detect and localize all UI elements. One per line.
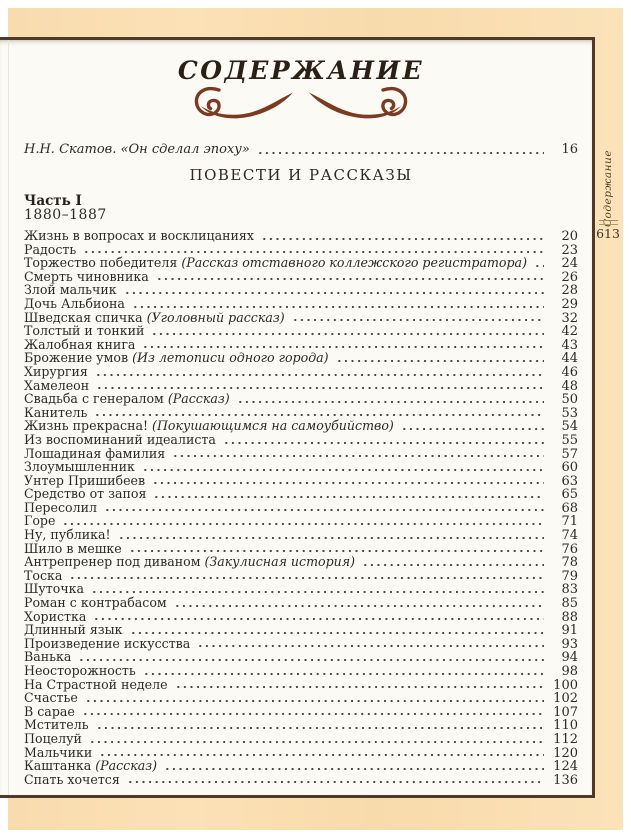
entry-title: Мальчики	[24, 744, 93, 760]
entry-title: Средство от запоя	[24, 486, 147, 502]
page-left-edge	[8, 40, 9, 795]
dot-leader	[127, 773, 544, 785]
toc-entry-row	[24, 229, 578, 243]
toc-entry-row	[24, 705, 578, 719]
dot-leader	[153, 488, 544, 500]
entry-page-number: 136	[553, 772, 578, 788]
dot-leader	[336, 352, 544, 364]
dot-leader	[401, 420, 544, 432]
entry-subtitle: (Из летописи одного города)	[132, 350, 329, 366]
entry-title: Счастье	[24, 690, 78, 706]
dot-leader	[78, 651, 544, 663]
toc-entry-row	[24, 637, 578, 651]
entry-title: Хористка	[24, 608, 87, 624]
toc-entry-row	[24, 392, 578, 406]
entry-title: Неосторожность	[24, 663, 136, 678]
dot-leader	[91, 583, 544, 595]
entry-page-number: 100	[553, 677, 578, 693]
dot-leader	[96, 719, 544, 731]
dot-leader	[197, 637, 544, 649]
dot-leader	[142, 461, 544, 473]
toc-entry-row	[24, 351, 578, 365]
entry-title: Унтер Пришибеев	[24, 472, 146, 488]
entry-title: Канитель	[24, 404, 88, 420]
entry-title: Длинный язык	[24, 622, 123, 638]
toc-entry-row	[24, 324, 578, 338]
entry-page-number: 48	[561, 378, 578, 394]
dot-leader	[95, 366, 544, 378]
entry-page-number: 24	[561, 256, 578, 272]
toc-entry-row	[24, 256, 578, 270]
margin-vertical-label: Содержание	[602, 149, 614, 227]
section-heading: ПОВЕСТИ И РАССКАЗЫ	[189, 166, 413, 184]
dot-leader	[292, 311, 544, 323]
toc-entry-row	[24, 501, 578, 515]
toc-entry-row	[24, 433, 578, 447]
dot-leader	[174, 597, 544, 609]
toc-entry-row	[24, 746, 578, 760]
entry-page-number: 54	[561, 419, 578, 435]
entry-title: Толстый и тонкий	[24, 323, 145, 339]
entry-page-number: 102	[553, 691, 578, 707]
contents-page	[0, 37, 595, 798]
entry-title: Злой мальчик	[24, 282, 117, 298]
entry-title: Торжество победителя	[24, 255, 178, 271]
entry-title: Горе	[24, 513, 56, 529]
toc-entry-row	[24, 365, 578, 379]
entry-title: В сарае	[24, 703, 75, 719]
entry-title: Дочь Альбиона	[24, 295, 125, 311]
entry-page-number: 46	[561, 364, 578, 380]
dot-leader	[118, 529, 544, 541]
toc-entry-row	[24, 243, 578, 257]
margin-page-number: 613	[596, 226, 620, 241]
toc-entry-row	[24, 773, 578, 787]
entry-page-number: 120	[553, 745, 578, 761]
dot-leader	[130, 624, 544, 636]
entry-page-number: 94	[561, 650, 578, 666]
entry-title: Пересолил	[24, 499, 97, 515]
entry-page-number: 20	[561, 229, 578, 244]
dot-leader	[129, 542, 544, 554]
entry-title: Антрепренер под диваном	[24, 554, 201, 570]
dot-leader	[362, 556, 544, 568]
entry-title: Жалобная книга	[24, 336, 136, 352]
intro-entry-page-number: 16	[561, 142, 578, 157]
entry-subtitle: (Рассказ отставного коллежского регистратора)	[181, 255, 527, 271]
entry-page-number: 88	[561, 609, 578, 625]
dot-leader	[85, 692, 544, 704]
dot-leader	[151, 325, 544, 337]
entry-page-number: 65	[561, 487, 578, 503]
entry-title: Жизнь в вопросах и восклицаниях	[24, 228, 254, 243]
dot-leader	[534, 257, 544, 269]
toc-entry-row	[24, 732, 578, 746]
toc-entry-row	[24, 596, 578, 610]
toc-entry-row	[24, 379, 578, 393]
entry-title: Брожение умов	[24, 350, 129, 366]
part-years: 1880–1887	[24, 207, 107, 223]
entry-title: Шведская спичка	[24, 309, 143, 325]
entry-page-number: 42	[561, 324, 578, 340]
entry-page-number: 44	[561, 351, 578, 367]
entry-page-number: 43	[561, 337, 578, 353]
entry-page-number: 78	[561, 555, 578, 571]
entry-title: Хамелеон	[24, 377, 90, 393]
margin-page-number-block	[592, 220, 624, 241]
entry-page-number: 29	[561, 296, 578, 312]
dot-leader	[99, 746, 544, 758]
dot-leader	[124, 284, 544, 296]
dot-leader	[261, 230, 544, 242]
page-content	[0, 40, 592, 795]
intro-entry-title: Н.Н. Скатов. «Он сделал эпоху»	[24, 142, 250, 157]
dot-leader	[152, 474, 544, 486]
entry-title: Роман с контрабасом	[24, 595, 167, 611]
dot-leader	[172, 447, 544, 459]
page-title: СОДЕРЖАНИЕ	[177, 56, 425, 85]
toc-entry-row	[24, 718, 578, 732]
toc-entry-row	[24, 610, 578, 624]
entry-page-number: 68	[561, 500, 578, 516]
dot-leader	[62, 515, 544, 527]
entry-page-number: 112	[553, 731, 578, 747]
entry-subtitle: (Рассказ)	[95, 758, 158, 774]
entry-title: Тоска	[24, 567, 63, 583]
toc-entry-row	[24, 474, 578, 488]
calligraphic-flourish-icon	[192, 83, 410, 119]
entry-page-number: 28	[561, 283, 578, 299]
entry-title: Шуточка	[24, 581, 85, 597]
toc-entry-row	[24, 447, 578, 461]
toc-entry-row	[24, 759, 578, 773]
dot-leader	[143, 665, 544, 677]
toc-entry-row	[24, 270, 578, 284]
toc-entry-row	[24, 528, 578, 542]
dot-leader	[104, 501, 544, 513]
entry-title: На Страстной неделе	[24, 676, 168, 692]
entry-page-number: 76	[561, 541, 578, 557]
toc-entry-row	[24, 623, 578, 637]
entry-page-number: 55	[561, 432, 578, 448]
entry-title: Произведение искусства	[24, 635, 191, 651]
toc-entry-row	[24, 338, 578, 352]
toc-entry-row	[24, 582, 578, 596]
entry-page-number: 32	[561, 310, 578, 326]
entry-title: Поцелуй	[24, 730, 82, 746]
entry-page-number: 91	[561, 623, 578, 639]
entry-title: Шило в мешке	[24, 540, 122, 556]
dot-leader	[237, 393, 544, 405]
dot-leader	[132, 298, 544, 310]
entry-title: Свадьба с генералом	[24, 391, 164, 407]
dot-leader	[94, 406, 544, 418]
part-label: Часть I	[24, 193, 82, 209]
entry-subtitle: (Закулисная история)	[204, 554, 356, 570]
entry-title: Мститель	[24, 717, 89, 733]
entry-page-number: 79	[561, 568, 578, 584]
toc-entry-row	[24, 297, 578, 311]
entry-subtitle: (Уголовный рассказ)	[146, 309, 285, 325]
dot-leader	[69, 569, 544, 581]
entry-page-number: 93	[561, 636, 578, 652]
toc-entry-row	[24, 664, 578, 678]
margin-rule	[599, 220, 618, 225]
toc-entry-row	[24, 555, 578, 569]
entry-page-number: 53	[561, 405, 578, 421]
dot-leader	[96, 379, 544, 391]
entry-title: Смерть чиновника	[24, 268, 149, 284]
dot-leader	[83, 243, 544, 255]
dot-leader	[82, 705, 544, 717]
toc-entry-row	[24, 650, 578, 664]
part-block	[24, 194, 578, 222]
toc-list	[24, 229, 578, 786]
intro-entry-row	[24, 143, 578, 157]
entry-title: Спать хочется	[24, 771, 120, 787]
toc-entry-row	[24, 419, 578, 433]
dot-leader	[156, 270, 544, 282]
dot-leader	[175, 678, 544, 690]
entry-page-number: 23	[561, 242, 578, 258]
entry-page-number: 85	[561, 596, 578, 612]
entry-page-number: 124	[553, 759, 578, 775]
entry-subtitle: (Покушающимся на самоубийство)	[152, 418, 394, 434]
toc-entry-row	[24, 311, 578, 325]
entry-title: Лошадиная фамилия	[24, 445, 166, 461]
dot-leader	[164, 760, 544, 772]
dot-leader	[89, 733, 544, 745]
entry-title: Из воспоминаний идеалиста	[24, 431, 216, 447]
dot-leader	[223, 434, 544, 446]
entry-page-number: 63	[561, 473, 578, 489]
toc-entry-row	[24, 514, 578, 528]
toc-entry-row	[24, 283, 578, 297]
toc-entry-row	[24, 406, 578, 420]
entry-page-number: 98	[561, 664, 578, 679]
entry-subtitle: (Рассказ)	[167, 391, 230, 407]
entry-title: Хирургия	[24, 363, 88, 379]
entry-page-number: 60	[561, 460, 578, 476]
entry-title: Ванька	[24, 649, 72, 665]
entry-title: Жизнь прекрасна!	[24, 418, 149, 434]
toc-entry-row	[24, 678, 578, 692]
entry-page-number: 50	[561, 392, 578, 408]
dot-leader	[142, 338, 544, 350]
toc-entry-row	[24, 542, 578, 556]
entry-page-number: 74	[561, 528, 578, 544]
entry-title: Ну, публика!	[24, 527, 111, 543]
toc-entry-row	[24, 487, 578, 501]
entry-title: Злоумышленник	[24, 459, 135, 475]
entry-title: Каштанка	[24, 758, 92, 774]
dot-leader	[93, 610, 544, 622]
entry-page-number: 110	[553, 718, 578, 734]
dot-leader	[257, 144, 544, 156]
entry-page-number: 83	[561, 582, 578, 598]
entry-page-number: 107	[553, 704, 578, 720]
toc-entry-row	[24, 691, 578, 705]
entry-page-number: 57	[561, 446, 578, 462]
toc-entry-row	[24, 569, 578, 583]
entry-title: Радость	[24, 241, 77, 257]
toc-entry-row	[24, 460, 578, 474]
entry-page-number: 26	[561, 269, 578, 285]
entry-page-number: 71	[561, 514, 578, 530]
